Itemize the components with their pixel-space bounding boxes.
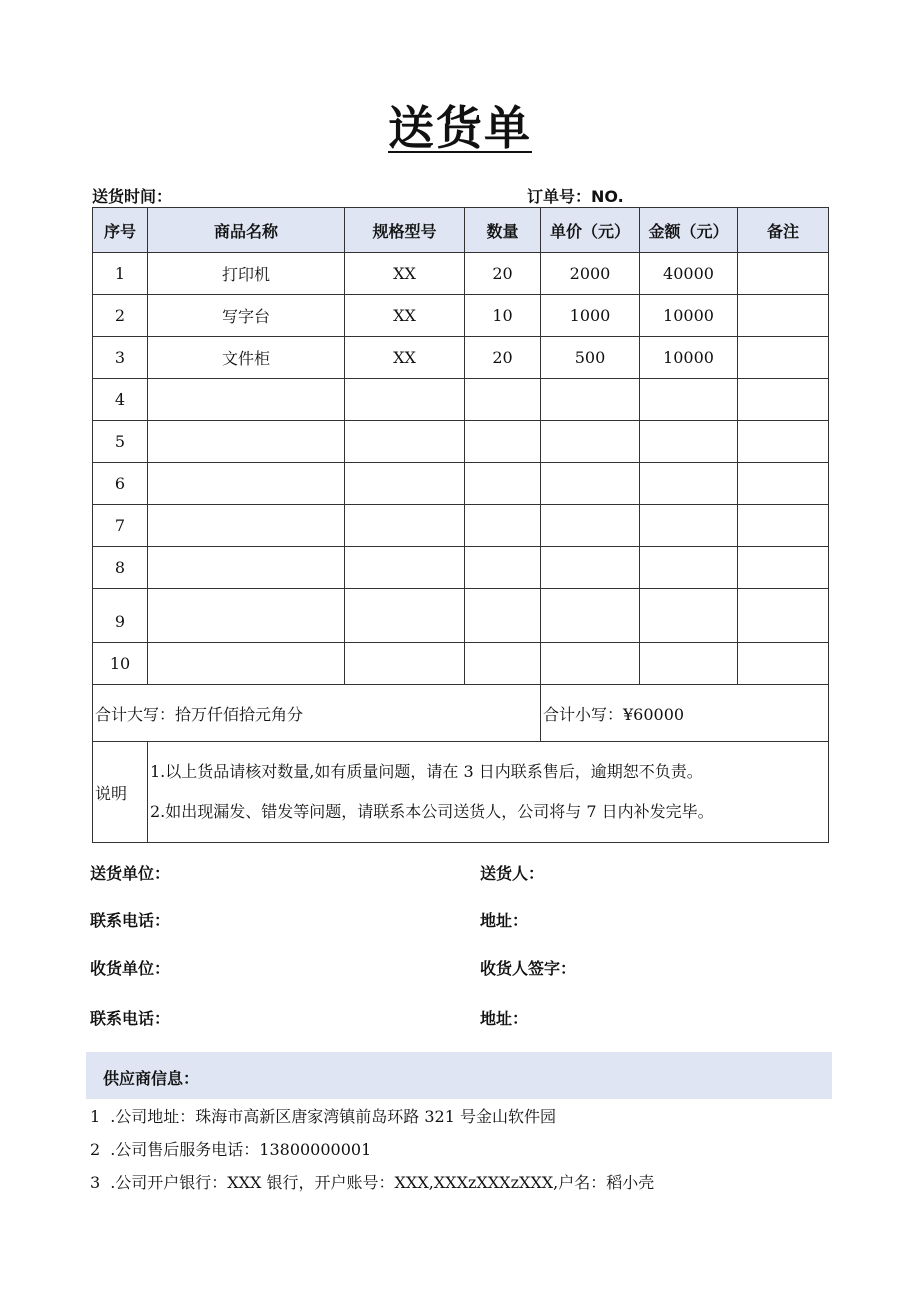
cell-unit-price [541, 421, 640, 463]
cell-index: 10 [93, 643, 148, 685]
order-number-label: 订单号：NO. [527, 187, 624, 206]
cell-amount: 40000 [640, 253, 738, 295]
cell-unit-price: 500 [541, 337, 640, 379]
header-remarks: 备注 [738, 208, 829, 253]
cell-amount: 10000 [640, 295, 738, 337]
cell-remarks [738, 337, 829, 379]
cell-quantity: 10 [465, 295, 541, 337]
notes-label: 说明 [93, 742, 148, 843]
cell-index: 9 [93, 589, 148, 643]
cell-quantity [465, 589, 541, 643]
sender-person-label: 送货人： [480, 864, 545, 883]
table-row [93, 295, 829, 337]
cell-index: 4 [93, 379, 148, 421]
cell-amount [640, 589, 738, 643]
note-line: 2.如出现漏发、错发等问题，请联系本公司送货人，公司将与 7 日内补发完毕。 [150, 802, 714, 821]
cell-index: 2 [93, 295, 148, 337]
cell-spec-model: XX [345, 253, 465, 295]
cell-unit-price: 2000 [541, 253, 640, 295]
header-index: 序号 [93, 208, 148, 253]
cell-remarks [738, 295, 829, 337]
supplier-info-line [90, 1104, 556, 1127]
cell-unit-price [541, 589, 640, 643]
table-header-row [93, 208, 829, 253]
supplier-info-line [90, 1170, 654, 1193]
table-row [93, 463, 829, 505]
supplier-line-text: .公司地址：珠海市高新区唐家湾镇前岛环路 321 号金山软件园 [110, 1107, 556, 1126]
table-row [93, 421, 829, 463]
cell-product-name [148, 547, 345, 589]
cell-product-name: 文件柜 [148, 337, 345, 379]
delivery-time-label: 送货时间： [92, 187, 173, 206]
cell-spec-model [345, 421, 465, 463]
cell-remarks [738, 253, 829, 295]
cell-product-name [148, 589, 345, 643]
cell-index: 1 [93, 253, 148, 295]
table-row [93, 547, 829, 589]
header-amount: 金额（元） [640, 208, 738, 253]
supplier-info-line [90, 1137, 371, 1160]
header-spec-model: 规格型号 [345, 208, 465, 253]
cell-amount [640, 547, 738, 589]
page-title: 送货单 [388, 101, 532, 155]
header-product-name: 商品名称 [148, 208, 345, 253]
supplier-line-number: 3 [90, 1173, 101, 1192]
cell-spec-model [345, 547, 465, 589]
receiver-address-label: 地址： [480, 1009, 529, 1028]
cell-remarks [738, 547, 829, 589]
cell-quantity [465, 421, 541, 463]
cell-unit-price [541, 547, 640, 589]
supplier-line-text: .公司开户银行：XXX 银行，开户账号：XXX,XXXzXXXzXXX,户名：稻小壳 [110, 1173, 655, 1192]
cell-spec-model: XX [345, 337, 465, 379]
cell-quantity [465, 463, 541, 505]
header-unit-price: 单价（元） [541, 208, 640, 253]
note-line: 1.以上货品请核对数量,如有质量问题，请在 3 日内联系售后，逾期恕不负责。 [150, 762, 703, 781]
cell-remarks [738, 505, 829, 547]
cell-unit-price [541, 379, 640, 421]
table-row [93, 379, 829, 421]
supplier-line-text: .公司售后服务电话：13800000001 [110, 1140, 372, 1159]
cell-unit-price: 1000 [541, 295, 640, 337]
notes-row [93, 742, 829, 843]
table-row [93, 643, 829, 685]
cell-amount: 10000 [640, 337, 738, 379]
cell-product-name [148, 379, 345, 421]
cell-index: 3 [93, 337, 148, 379]
cell-remarks [738, 463, 829, 505]
cell-remarks [738, 589, 829, 643]
cell-spec-model [345, 379, 465, 421]
cell-quantity [465, 547, 541, 589]
delivery-items-table [92, 207, 829, 843]
table-row [93, 337, 829, 379]
supplier-line-number: 1 [90, 1107, 101, 1126]
receiver-signature-label: 收货人签字： [480, 959, 577, 978]
cell-product-name: 打印机 [148, 253, 345, 295]
table-row [93, 253, 829, 295]
cell-product-name [148, 505, 345, 547]
cell-remarks [738, 643, 829, 685]
notes-body [148, 742, 829, 843]
cell-amount [640, 421, 738, 463]
cell-quantity: 20 [465, 337, 541, 379]
total-in-figures: 合计小写：¥60000 [541, 685, 829, 742]
cell-amount [640, 643, 738, 685]
total-row [93, 685, 829, 742]
cell-amount [640, 505, 738, 547]
cell-product-name [148, 463, 345, 505]
cell-product-name: 写字台 [148, 295, 345, 337]
cell-unit-price [541, 463, 640, 505]
cell-spec-model [345, 643, 465, 685]
cell-amount [640, 463, 738, 505]
supplier-info-header [86, 1052, 832, 1099]
cell-unit-price [541, 643, 640, 685]
cell-index: 8 [93, 547, 148, 589]
sender-unit-label: 送货单位： [90, 864, 171, 883]
total-in-words: 合计大写：拾万仟佰拾元角分 [93, 685, 541, 742]
cell-unit-price [541, 505, 640, 547]
cell-remarks [738, 379, 829, 421]
receiver-phone-label: 联系电话： [90, 1009, 171, 1028]
receiver-unit-label: 收货单位： [90, 959, 171, 978]
cell-amount [640, 379, 738, 421]
sender-address-label: 地址： [480, 911, 529, 930]
cell-quantity: 20 [465, 253, 541, 295]
cell-product-name [148, 421, 345, 463]
header-quantity: 数量 [465, 208, 541, 253]
cell-index: 6 [93, 463, 148, 505]
cell-spec-model [345, 589, 465, 643]
cell-index: 7 [93, 505, 148, 547]
cell-quantity [465, 379, 541, 421]
supplier-info-title: 供应商信息： [103, 1069, 200, 1088]
cell-spec-model [345, 463, 465, 505]
supplier-line-number: 2 [90, 1140, 101, 1159]
table-row [93, 589, 829, 643]
cell-remarks [738, 421, 829, 463]
table-row [93, 505, 829, 547]
cell-spec-model: XX [345, 295, 465, 337]
cell-quantity [465, 505, 541, 547]
cell-index: 5 [93, 421, 148, 463]
cell-spec-model [345, 505, 465, 547]
sender-phone-label: 联系电话： [90, 911, 171, 930]
cell-product-name [148, 643, 345, 685]
cell-quantity [465, 643, 541, 685]
